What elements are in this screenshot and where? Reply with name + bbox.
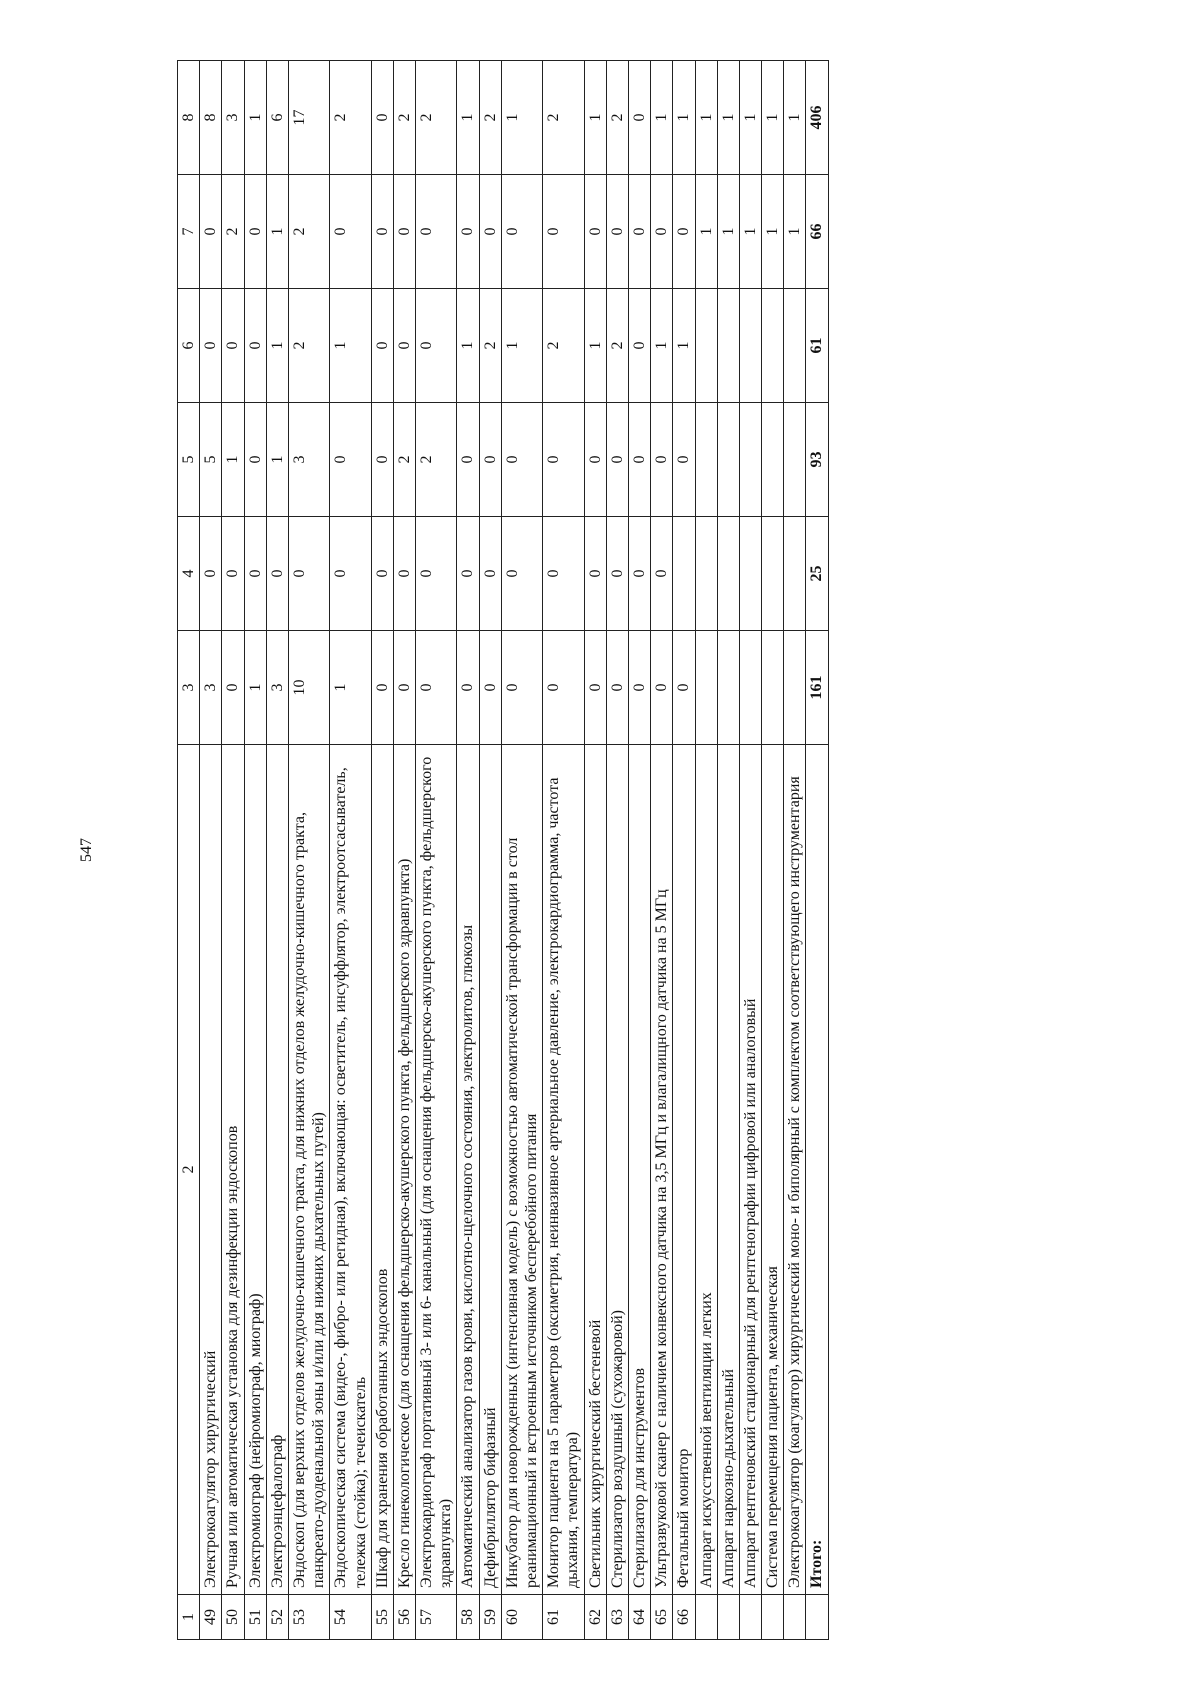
table-row bbox=[762, 61, 784, 1640]
equipment-name: Электроэнцефалограф bbox=[266, 745, 288, 1595]
col-header: 2 bbox=[178, 745, 200, 1595]
equipment-name: Эндоскопическая система (видео-, фибро- или регидная), включающая: осветитель, инсуффлятор, электроотсасыватель, тележка (стойка); течеискатель bbox=[330, 745, 371, 1595]
value-cell: 0 bbox=[628, 403, 650, 517]
col-header: 7 bbox=[178, 175, 200, 289]
total-row bbox=[806, 61, 828, 1640]
row-number bbox=[784, 1595, 806, 1640]
row-number: 53 bbox=[288, 1595, 329, 1640]
row-number: 57 bbox=[416, 1595, 457, 1640]
row-number: 51 bbox=[244, 1595, 266, 1640]
total-value: 93 bbox=[806, 403, 828, 517]
row-number bbox=[717, 1595, 739, 1640]
value-cell: 0 bbox=[584, 403, 606, 517]
value-cell: 1 bbox=[651, 289, 673, 403]
value-cell: 1 bbox=[584, 61, 606, 175]
table-row bbox=[584, 61, 606, 1640]
value-cell bbox=[784, 289, 806, 403]
rotated-table-wrapper bbox=[177, 60, 829, 1640]
total-value: 66 bbox=[806, 175, 828, 289]
value-cell: 1 bbox=[457, 61, 479, 175]
value-cell: 2 bbox=[393, 61, 415, 175]
value-cell bbox=[762, 289, 784, 403]
equipment-name: Кресло гинекологическое (для оснащения фельдшерско-акушерского пункта, фельдшерского здравпункта) bbox=[393, 745, 415, 1595]
value-cell: 0 bbox=[628, 175, 650, 289]
value-cell: 2 bbox=[416, 61, 457, 175]
value-cell: 5 bbox=[200, 403, 222, 517]
row-number: 50 bbox=[222, 1595, 244, 1640]
equipment-name: Электрокардиограф портативный 3- или 6- канальный (для оснащения фельдшерско-акушерского пункта, фельдшерского здравпункта) bbox=[416, 745, 457, 1595]
table-row bbox=[628, 61, 650, 1640]
value-cell: 0 bbox=[393, 175, 415, 289]
value-cell: 0 bbox=[371, 403, 393, 517]
value-cell: 0 bbox=[371, 61, 393, 175]
value-cell: 0 bbox=[479, 403, 501, 517]
value-cell: 2 bbox=[543, 61, 584, 175]
col-header: 1 bbox=[178, 1595, 200, 1640]
table-row bbox=[393, 61, 415, 1640]
row-number: 60 bbox=[501, 1595, 542, 1640]
value-cell: 3 bbox=[200, 631, 222, 745]
equipment-name: Ультразвуковой сканер с наличием конвексного датчика на 3,5 МГц и влагалищного датчика на 5 МГц bbox=[651, 745, 673, 1595]
table-row bbox=[416, 61, 457, 1640]
value-cell: 0 bbox=[606, 175, 628, 289]
value-cell: 0 bbox=[371, 175, 393, 289]
row-number bbox=[739, 1595, 761, 1640]
value-cell: 0 bbox=[457, 175, 479, 289]
total-label: Итого: bbox=[806, 745, 828, 1595]
row-number: 61 bbox=[543, 1595, 584, 1640]
value-cell: 0 bbox=[584, 175, 606, 289]
value-cell: 1 bbox=[739, 61, 761, 175]
value-cell: 0 bbox=[244, 517, 266, 631]
equipment-name: Аппарат рентгеновский стационарный для рентгенографии цифровой или аналоговый bbox=[739, 745, 761, 1595]
value-cell bbox=[717, 631, 739, 745]
value-cell: 2 bbox=[222, 175, 244, 289]
value-cell: 1 bbox=[584, 289, 606, 403]
table-row bbox=[695, 61, 717, 1640]
value-cell: 0 bbox=[501, 403, 542, 517]
value-cell: 0 bbox=[457, 631, 479, 745]
value-cell bbox=[673, 517, 695, 631]
value-cell: 1 bbox=[457, 289, 479, 403]
value-cell: 0 bbox=[222, 517, 244, 631]
value-cell: 0 bbox=[416, 631, 457, 745]
value-cell: 2 bbox=[416, 403, 457, 517]
table-row bbox=[543, 61, 584, 1640]
equipment-name: Стерилизатор воздушный (сухожаровой) bbox=[606, 745, 628, 1595]
value-cell: 0 bbox=[416, 517, 457, 631]
value-cell: 6 bbox=[266, 61, 288, 175]
equipment-name: Аппарат искусственной вентиляции легких bbox=[695, 745, 717, 1595]
value-cell: 0 bbox=[501, 517, 542, 631]
value-cell: 0 bbox=[606, 631, 628, 745]
value-cell: 0 bbox=[651, 517, 673, 631]
value-cell bbox=[739, 517, 761, 631]
value-cell: 0 bbox=[371, 631, 393, 745]
value-cell: 0 bbox=[244, 403, 266, 517]
value-cell: 1 bbox=[330, 631, 371, 745]
value-cell bbox=[717, 517, 739, 631]
value-cell: 0 bbox=[330, 403, 371, 517]
value-cell: 0 bbox=[543, 517, 584, 631]
value-cell: 17 bbox=[288, 61, 329, 175]
value-cell bbox=[695, 517, 717, 631]
equipment-name: Светильник хирургический бестеневой bbox=[584, 745, 606, 1595]
value-cell: 1 bbox=[266, 403, 288, 517]
value-cell: 1 bbox=[266, 289, 288, 403]
value-cell: 0 bbox=[651, 631, 673, 745]
table-row bbox=[501, 61, 542, 1640]
value-cell: 3 bbox=[288, 403, 329, 517]
value-cell: 0 bbox=[673, 631, 695, 745]
equipment-name: Ручная или автоматическая установка для дезинфекции эндоскопов bbox=[222, 745, 244, 1595]
value-cell: 0 bbox=[543, 631, 584, 745]
col-header: 5 bbox=[178, 403, 200, 517]
value-cell bbox=[739, 403, 761, 517]
value-cell: 0 bbox=[200, 517, 222, 631]
equipment-name: Стерилизатор для инструментов bbox=[628, 745, 650, 1595]
value-cell: 1 bbox=[784, 61, 806, 175]
value-cell: 0 bbox=[584, 631, 606, 745]
table-row bbox=[739, 61, 761, 1640]
equipment-name: Фетальный монитор bbox=[673, 745, 695, 1595]
value-cell: 1 bbox=[501, 61, 542, 175]
value-cell bbox=[739, 631, 761, 745]
value-cell: 2 bbox=[288, 289, 329, 403]
row-number: 59 bbox=[479, 1595, 501, 1640]
value-cell: 8 bbox=[200, 61, 222, 175]
value-cell: 2 bbox=[288, 175, 329, 289]
col-header: 8 bbox=[178, 61, 200, 175]
value-cell: 1 bbox=[695, 175, 717, 289]
value-cell: 0 bbox=[416, 175, 457, 289]
table-row bbox=[200, 61, 222, 1640]
value-cell: 1 bbox=[784, 175, 806, 289]
value-cell: 2 bbox=[330, 61, 371, 175]
value-cell: 0 bbox=[457, 517, 479, 631]
value-cell: 0 bbox=[457, 403, 479, 517]
value-cell: 0 bbox=[543, 403, 584, 517]
value-cell: 0 bbox=[628, 517, 650, 631]
equipment-name: Аппарат наркозно-дыхательный bbox=[717, 745, 739, 1595]
page-number: 547 bbox=[78, 838, 95, 862]
value-cell: 1 bbox=[739, 175, 761, 289]
equipment-name: Электрокоагулятор хирургический bbox=[200, 745, 222, 1595]
row-number: 58 bbox=[457, 1595, 479, 1640]
value-cell: 2 bbox=[543, 289, 584, 403]
value-cell: 0 bbox=[501, 631, 542, 745]
value-cell: 0 bbox=[371, 289, 393, 403]
value-cell bbox=[695, 403, 717, 517]
table-row bbox=[651, 61, 673, 1640]
row-number: 56 bbox=[393, 1595, 415, 1640]
value-cell: 0 bbox=[628, 631, 650, 745]
table-row bbox=[222, 61, 244, 1640]
value-cell: 1 bbox=[244, 61, 266, 175]
value-cell: 0 bbox=[222, 631, 244, 745]
equipment-name: Электрокоагулятор (коагулятор) хирургический моно- и биполярный с комплектом соответствующего инструментария bbox=[784, 745, 806, 1595]
value-cell: 1 bbox=[651, 61, 673, 175]
value-cell: 1 bbox=[501, 289, 542, 403]
total-value: 161 bbox=[806, 631, 828, 745]
equipment-name: Система перемещения пациента, механическая bbox=[762, 745, 784, 1595]
value-cell: 0 bbox=[371, 517, 393, 631]
row-number: 49 bbox=[200, 1595, 222, 1640]
value-cell: 2 bbox=[393, 403, 415, 517]
table-row bbox=[266, 61, 288, 1640]
value-cell: 0 bbox=[393, 517, 415, 631]
value-cell bbox=[762, 517, 784, 631]
value-cell bbox=[695, 289, 717, 403]
value-cell: 0 bbox=[651, 175, 673, 289]
header-row bbox=[178, 61, 200, 1640]
table-row bbox=[479, 61, 501, 1640]
value-cell: 0 bbox=[393, 631, 415, 745]
value-cell: 1 bbox=[673, 61, 695, 175]
value-cell: 1 bbox=[762, 175, 784, 289]
value-cell: 3 bbox=[222, 61, 244, 175]
value-cell bbox=[695, 631, 717, 745]
col-header: 6 bbox=[178, 289, 200, 403]
value-cell: 0 bbox=[628, 289, 650, 403]
row-number: 62 bbox=[584, 1595, 606, 1640]
value-cell: 1 bbox=[717, 61, 739, 175]
value-cell: 3 bbox=[266, 631, 288, 745]
value-cell: 0 bbox=[628, 61, 650, 175]
value-cell: 0 bbox=[244, 289, 266, 403]
value-cell: 0 bbox=[606, 403, 628, 517]
value-cell bbox=[762, 403, 784, 517]
value-cell: 1 bbox=[266, 175, 288, 289]
value-cell: 2 bbox=[606, 289, 628, 403]
table-row bbox=[330, 61, 371, 1640]
value-cell: 0 bbox=[584, 517, 606, 631]
value-cell: 2 bbox=[479, 61, 501, 175]
equipment-name: Шкаф для хранения обработанных эндоскопов bbox=[371, 745, 393, 1595]
value-cell: 0 bbox=[200, 289, 222, 403]
row-number bbox=[762, 1595, 784, 1640]
table-row bbox=[288, 61, 329, 1640]
row-number: 65 bbox=[651, 1595, 673, 1640]
total-value: 406 bbox=[806, 61, 828, 175]
total-value: 25 bbox=[806, 517, 828, 631]
value-cell: 0 bbox=[393, 289, 415, 403]
value-cell: 0 bbox=[330, 517, 371, 631]
row-number bbox=[806, 1595, 828, 1640]
value-cell: 1 bbox=[330, 289, 371, 403]
row-number bbox=[695, 1595, 717, 1640]
table-row bbox=[244, 61, 266, 1640]
value-cell: 1 bbox=[762, 61, 784, 175]
row-number: 63 bbox=[606, 1595, 628, 1640]
value-cell: 0 bbox=[479, 631, 501, 745]
value-cell bbox=[784, 517, 806, 631]
table-row bbox=[717, 61, 739, 1640]
table-row bbox=[673, 61, 695, 1640]
value-cell bbox=[784, 631, 806, 745]
value-cell: 2 bbox=[479, 289, 501, 403]
value-cell: 1 bbox=[717, 175, 739, 289]
value-cell: 0 bbox=[479, 517, 501, 631]
value-cell bbox=[717, 403, 739, 517]
value-cell: 2 bbox=[606, 61, 628, 175]
value-cell: 0 bbox=[416, 289, 457, 403]
row-number: 66 bbox=[673, 1595, 695, 1640]
value-cell: 1 bbox=[673, 289, 695, 403]
value-cell bbox=[717, 289, 739, 403]
equipment-table bbox=[177, 60, 829, 1640]
row-number: 54 bbox=[330, 1595, 371, 1640]
table-row bbox=[371, 61, 393, 1640]
value-cell: 1 bbox=[695, 61, 717, 175]
value-cell: 0 bbox=[266, 517, 288, 631]
value-cell: 0 bbox=[479, 175, 501, 289]
equipment-name: Инкубатор для новорожденных (интенсивная модель) с возможностью автоматической трансформации в стол реанимационный и встроенным источником бесперебойного питания bbox=[501, 745, 542, 1595]
value-cell: 0 bbox=[673, 175, 695, 289]
equipment-name: Дефибриллятор бифазный bbox=[479, 745, 501, 1595]
value-cell bbox=[739, 289, 761, 403]
value-cell bbox=[784, 403, 806, 517]
value-cell: 0 bbox=[651, 403, 673, 517]
row-number: 55 bbox=[371, 1595, 393, 1640]
value-cell: 0 bbox=[200, 175, 222, 289]
equipment-name: Электромиограф (нейромиограф, миограф) bbox=[244, 745, 266, 1595]
value-cell: 10 bbox=[288, 631, 329, 745]
value-cell: 0 bbox=[288, 517, 329, 631]
value-cell: 0 bbox=[543, 175, 584, 289]
equipment-name: Автоматический анализатор газов крови, кислотно-щелочного состояния, электролитов, глюкозы bbox=[457, 745, 479, 1595]
table-row bbox=[606, 61, 628, 1640]
col-header: 4 bbox=[178, 517, 200, 631]
row-number: 64 bbox=[628, 1595, 650, 1640]
value-cell: 0 bbox=[501, 175, 542, 289]
value-cell: 0 bbox=[244, 175, 266, 289]
total-value: 61 bbox=[806, 289, 828, 403]
value-cell: 0 bbox=[606, 517, 628, 631]
table-row bbox=[457, 61, 479, 1640]
equipment-name: Монитор пациента на 5 параметров (оксиметрия, неинвазивное артериальное давление, электрокардиограмма, частота дыхания, температура) bbox=[543, 745, 584, 1595]
value-cell: 0 bbox=[330, 175, 371, 289]
row-number: 52 bbox=[266, 1595, 288, 1640]
value-cell bbox=[762, 631, 784, 745]
value-cell: 1 bbox=[222, 403, 244, 517]
value-cell: 0 bbox=[222, 289, 244, 403]
col-header: 3 bbox=[178, 631, 200, 745]
equipment-name: Эндоскоп (для верхних отделов желудочно-кишечного тракта, для нижних отделов желудочно-кишечного тракта, панкреато-дуоденальной зоны и/или для нижних дыхательных путей) bbox=[288, 745, 329, 1595]
value-cell: 0 bbox=[673, 403, 695, 517]
table-row bbox=[784, 61, 806, 1640]
value-cell: 1 bbox=[244, 631, 266, 745]
